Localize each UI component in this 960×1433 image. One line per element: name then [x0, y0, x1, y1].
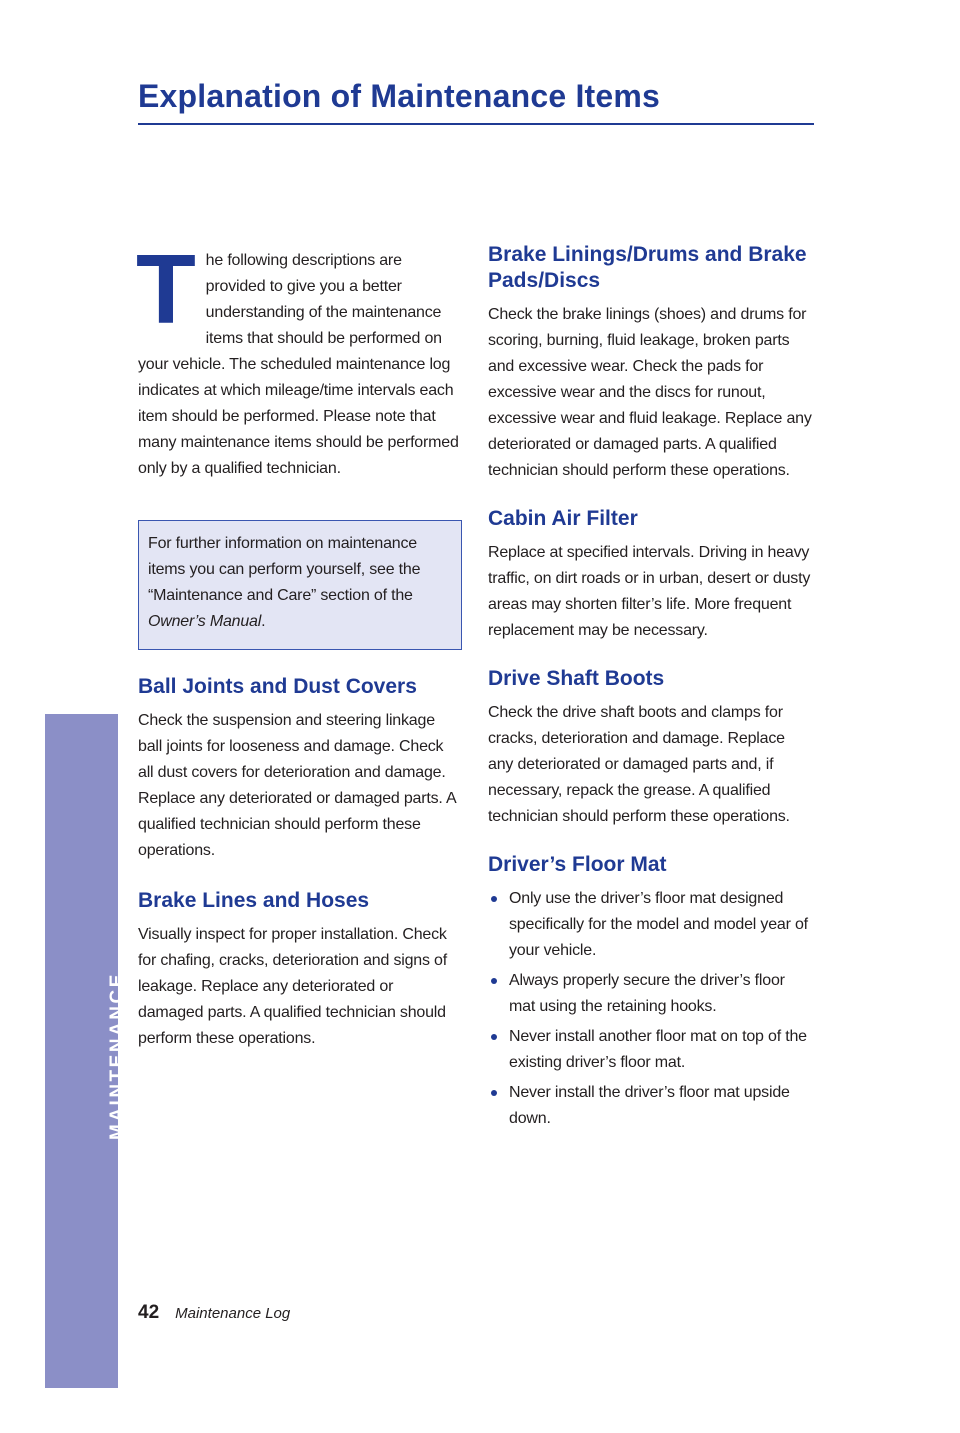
- section-heading: Driver’s Floor Mat: [488, 853, 667, 876]
- note-emphasis: Owner’s Manual: [148, 613, 262, 630]
- note-body: For further information on maintenance items you can perform yourself, see the “Maintenance and Care” section of the: [148, 535, 421, 604]
- section-brake-lines: [138, 888, 461, 1052]
- section-heading: Cabin Air Filter: [488, 507, 638, 530]
- bullet-icon: [491, 1090, 497, 1096]
- section-heading: Brake Lines and Hoses: [138, 889, 370, 912]
- page-number: 42: [138, 1302, 160, 1323]
- bullet-icon: [491, 896, 497, 902]
- left-column: [136, 234, 461, 1052]
- section-body: Replace at specified intervals. Driving in heavy traffic, on dirt roads or in urban, desert or dusty areas may shorten filter’s life. More frequent replacement may be necessary.: [488, 544, 811, 639]
- right-column: [488, 242, 814, 1136]
- section-brake-linings: [488, 242, 814, 484]
- section-body: Check the drive shaft boots and clamps for cracks, deterioration and damage. Replace any deteriorated or damaged parts and, if necessary, repack the grease. A qualified technician should perform these operations.: [488, 704, 790, 825]
- drop-cap: T: [136, 234, 196, 344]
- list-item-text: Always properly secure the driver’s floor mat using the retaining hooks.: [509, 972, 785, 1015]
- note-text: [148, 531, 453, 635]
- list-item: [488, 1024, 814, 1076]
- section-drive-shaft-boots: [488, 666, 814, 830]
- section-heading: Brake Linings/Drums and Brake Pads/Discs: [488, 243, 807, 292]
- section-cabin-air-filter: [488, 506, 814, 644]
- section-heading: Drive Shaft Boots: [488, 667, 665, 690]
- section-floor-mat: [488, 852, 814, 1132]
- floor-mat-list: [488, 886, 814, 1132]
- note-box: [138, 520, 462, 650]
- intro-paragraph: [136, 234, 461, 482]
- page-footer: [138, 1302, 290, 1328]
- section-ball-joints: [138, 674, 461, 864]
- list-item: [488, 886, 814, 964]
- bullet-icon: [491, 1034, 497, 1040]
- title-divider: [138, 123, 814, 125]
- section-heading: Ball Joints and Dust Covers: [138, 675, 417, 698]
- list-item: [488, 1080, 814, 1132]
- note-end: .: [261, 613, 266, 630]
- list-item-text: Only use the driver’s floor mat designed specifically for the model and model year of your vehicle.: [509, 890, 808, 959]
- footer-label: Maintenance Log: [175, 1305, 291, 1322]
- side-tab-label: MAINTENANCE: [107, 972, 128, 1140]
- list-item-text: Never install the driver’s floor mat upside down.: [509, 1084, 790, 1127]
- page-title: Explanation of Maintenance Items: [138, 78, 661, 114]
- section-body: Visually inspect for proper installation. Check for chafing, cracks, deterioration and signs of leakage. Replace any deteriorated or damaged parts. A qualified technician should perform these operations.: [138, 926, 447, 1047]
- section-body: Check the suspension and steering linkage ball joints for looseness and damage. Check all dust covers for deterioration and damage. Replace any deteriorated or damaged parts. A qualified technician should perform these operations.: [138, 712, 456, 859]
- list-item-text: Never install another floor mat on top of the existing driver’s floor mat.: [509, 1028, 807, 1071]
- bullet-icon: [491, 978, 497, 984]
- list-item: [488, 968, 814, 1020]
- section-body: Check the brake linings (shoes) and drums for scoring, burning, fluid leakage, broken parts and excessive wear. Check the pads for excessive wear and the discs for runout, excessive wear and fluid leakage. Replace any deteriorated or damaged parts. A qualified technician should perform these operations.: [488, 306, 812, 479]
- intro-text: he following descriptions are provided to give you a better understanding of the maintenance items that should be performed on your vehicle. The scheduled maintenance log indicates at which mileage/time intervals each item should be performed. Please note that many maintenance items should be performed only by a qualified technician.: [138, 252, 459, 477]
